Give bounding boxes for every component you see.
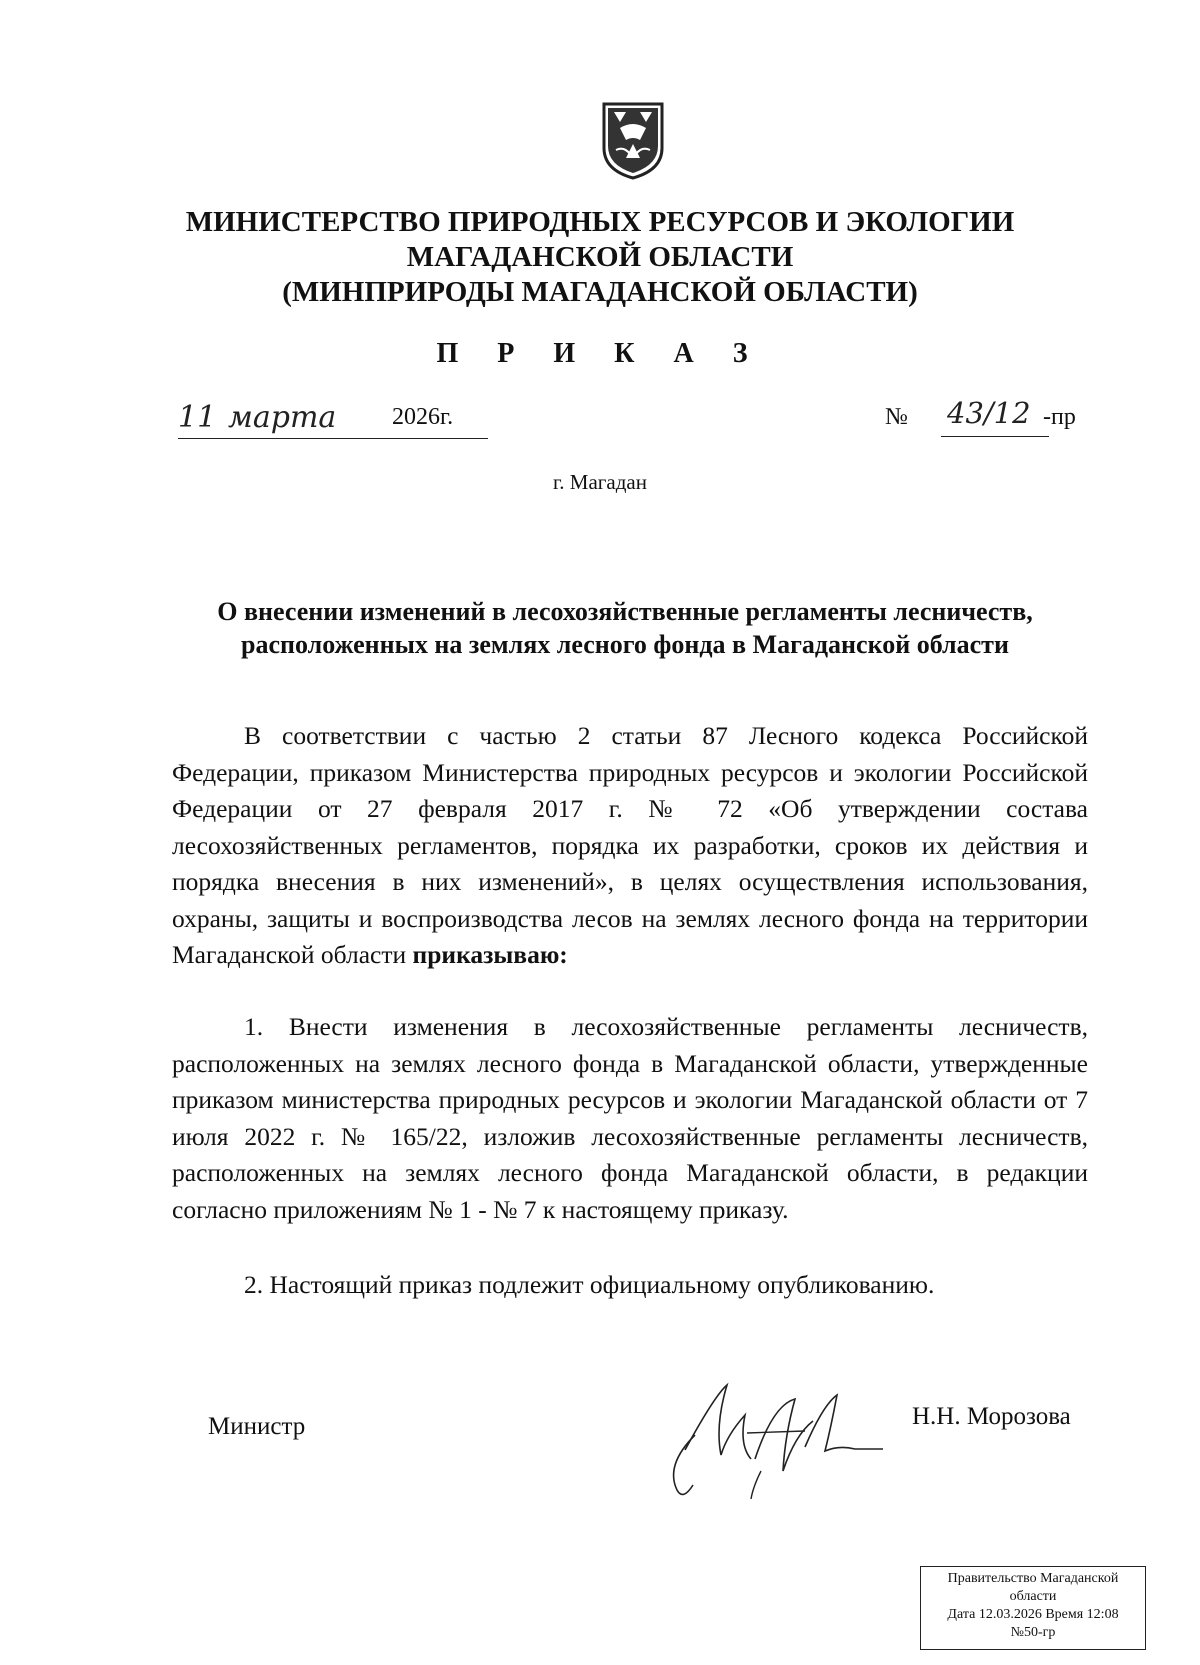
stamp-line-3: Дата 12.03.2026 Время 12:08 <box>947 1607 1119 1622</box>
number-underline <box>941 436 1049 437</box>
order-item-2: 2. Настоящий приказ подлежит официальному опубликованию. <box>244 1270 935 1299</box>
order-title: П Р И К А З <box>436 338 764 369</box>
registration-stamp <box>920 1566 1146 1650</box>
coat-of-arms-icon <box>600 100 666 180</box>
date-year: 2026г. <box>392 404 454 430</box>
order-date <box>178 400 488 440</box>
ministry-name <box>0 205 1200 310</box>
preamble-text: В соответствии с частью 2 статьи 87 Лесного кодекса Российской Федерации, приказом Министерства природных ресурсов и экологии Российской Федерации от 27 февраля 2017 г. № 72 «Об утверждении состава лесохозяйственных регламентов, порядка их разработки, сроков их действия и порядка внесения в них изменений», в целях осуществления использования, охраны, защиты и воспроизводства лесов на землях лесного фонда на территории Магаданской области <box>172 721 1088 969</box>
ministry-line-2: МАГАДАНСКОЙ ОБЛАСТИ <box>406 241 794 273</box>
date-month: марта <box>228 400 337 435</box>
order-number <box>885 396 1095 442</box>
stamp-line-2: области <box>1009 1589 1057 1604</box>
stamp-line-1: Правительство Магаданской <box>947 1571 1119 1586</box>
subject-line-2: расположенных на землях лесного фонда в Магаданской области <box>241 630 1009 659</box>
number-suffix: -пр <box>1043 404 1076 430</box>
ministry-line-3: (МИНПРИРОДЫ МАГАДАНСКОЙ ОБЛАСТИ) <box>282 276 918 308</box>
handwritten-signature <box>655 1375 885 1505</box>
subject-line-1: О внесении изменений в лесохозяйственные регламенты лесничеств, <box>217 597 1033 626</box>
ministry-line-1: МИНИСТЕРСТВО ПРИРОДНЫХ РЕСУРСОВ И ЭКОЛОГИИ <box>185 206 1015 238</box>
number-value: 43/12 <box>947 396 1031 430</box>
preamble-paragraph <box>172 718 1088 974</box>
date-day: 11 <box>178 400 217 435</box>
city-name: г. Магадан <box>553 470 647 494</box>
signatory-role: Министр <box>208 1413 306 1440</box>
signatory-name: Н.Н. Морозова <box>912 1403 1071 1430</box>
order-item-1: 1. Внести изменения в лесохозяйственные регламенты лесничеств, расположенных на землях лесного фонда в Магаданской области, утвержденные приказом министерства природных ресурсов и экологии Магаданской области от 7 июля 2022 г. № 165/22, изложив лесохозяйственные регламенты лесничеств, расположенных на землях лесного фонда Магаданской области, в редакции согласно приложениям № 1 - № 7 к настоящему приказу. <box>172 1012 1088 1224</box>
date-underline <box>178 438 488 439</box>
order-verb: приказываю: <box>412 940 568 969</box>
stamp-line-4: №50-гр <box>1010 1625 1056 1640</box>
order-subject <box>160 595 1090 661</box>
number-sign: № <box>885 404 908 430</box>
